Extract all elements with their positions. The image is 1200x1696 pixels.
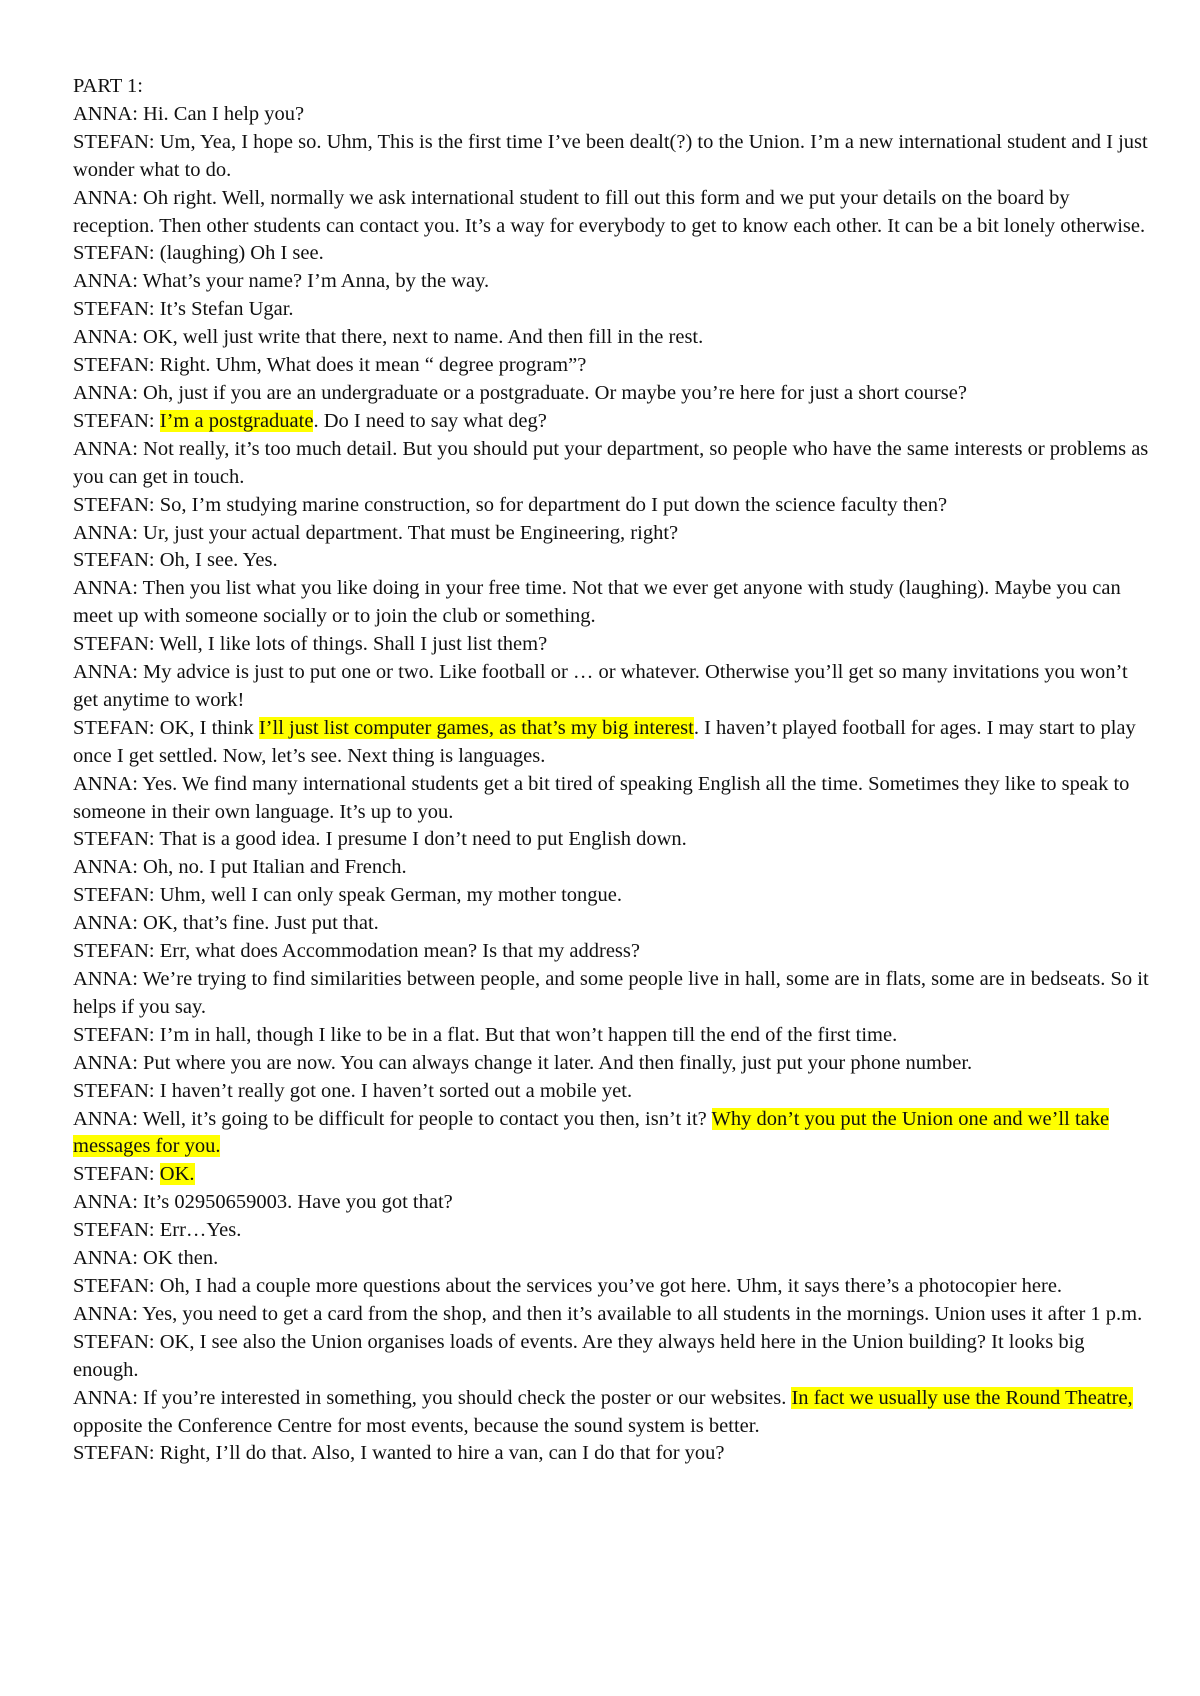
line-text: ANNA: Put where you are now. You can always change it later. And then finally, just put your phone number. [73, 1051, 973, 1074]
line-text: STEFAN: That is a good idea. I presume I don’t need to put English down. [73, 828, 687, 851]
line-text: STEFAN: Right. Uhm, What does it mean “ degree program”? [73, 354, 587, 377]
line-text: STEFAN: OK, I see also the Union organises loads of events. Are they always held here in the Union building? It looks big enough. [73, 1330, 1085, 1381]
transcript-line [73, 826, 1153, 854]
transcript-line [73, 1273, 1153, 1301]
transcript-line [73, 436, 1153, 492]
line-text: STEFAN: OK, I think [73, 716, 259, 739]
line-text: STEFAN: Oh, I had a couple more questions about the services you’ve got here. Uhm, it says there’s a photocopier here. [73, 1274, 1063, 1297]
line-text: ANNA: OK then. [73, 1247, 219, 1270]
line-text: ANNA: My advice is just to put one or two. Like football or … or whatever. Otherwise you’ll get so many invitations you won’t get anytime to work! [73, 661, 1128, 711]
line-text: STEFAN: [73, 409, 160, 432]
transcript-line [73, 1301, 1153, 1329]
transcript-line [73, 882, 1153, 910]
highlighted-text: Why don’t you put the Union one and we’ll take messages for you. [73, 1107, 1110, 1158]
transcript-line [73, 1189, 1153, 1217]
line-text: . I haven’t played football for ages. I may start to play once I get settled. Now, let’s see. Next thing is languages. [73, 716, 1136, 767]
line-text: ANNA: We’re trying to find similarities between people, and some people live in hall, some are in flats, some are in bedseats. So it helps if you say. [73, 968, 1149, 1018]
line-text: STEFAN: Err, what does Accommodation mean? Is that my address? [73, 940, 640, 963]
transcript-line [73, 1106, 1153, 1162]
transcript-line [73, 324, 1153, 352]
transcript-line [73, 966, 1153, 1022]
line-text: ANNA: If you’re interested in something, you should check the poster or our websites. [73, 1386, 792, 1409]
transcript-line [73, 771, 1153, 827]
transcript-line [73, 1329, 1153, 1385]
transcript-line [73, 1385, 1153, 1441]
highlighted-text: I’ll just list computer games, as that’s my big interest [258, 716, 694, 739]
line-text: STEFAN: So, I’m studying marine construction, so for department do I put down the science faculty then? [73, 493, 948, 516]
line-text: ANNA: OK, well just write that there, next to name. And then fill in the rest. [73, 326, 704, 349]
line-text: STEFAN: I’m in hall, though I like to be in a flat. But that won’t happen till the end of the first time. [73, 1023, 898, 1046]
line-text: STEFAN: Uhm, well I can only speak German, my mother tongue. [73, 884, 623, 907]
transcript-line [73, 1022, 1153, 1050]
transcript-line [73, 73, 1153, 101]
line-text: ANNA: Hi. Can I help you? [73, 102, 305, 125]
line-text: ANNA: Oh, no. I put Italian and French. [73, 856, 407, 879]
line-text: ANNA: Not really, it’s too much detail. But you should put your department, so people who have the same interests or problems as you can get in touch. [73, 437, 1149, 488]
transcript-line [73, 240, 1153, 268]
line-text: ANNA: OK, that’s fine. Just put that. [73, 912, 379, 935]
line-text: ANNA: What’s your name? I’m Anna, by the way. [73, 270, 490, 293]
transcript-line [73, 854, 1153, 882]
transcript-line [73, 547, 1153, 575]
line-text: . Do I need to say what deg? [313, 409, 547, 432]
highlighted-text: OK. [159, 1163, 195, 1186]
transcript-line [73, 1050, 1153, 1078]
line-text: STEFAN: Well, I like lots of things. Shall I just list them? [73, 633, 548, 656]
highlighted-text: In fact we usually use the Round Theatre, [791, 1386, 1133, 1409]
transcript-line [73, 575, 1153, 631]
line-text: opposite the Conference Centre for most events, because the sound system is better. [73, 1414, 760, 1437]
transcript-line [73, 659, 1153, 715]
line-text: ANNA: Oh, just if you are an undergraduate or a postgraduate. Or maybe you’re here for just a short course? [73, 381, 967, 404]
line-text: STEFAN: It’s Stefan Ugar. [73, 298, 294, 321]
line-text: ANNA: Yes. We find many international students get a bit tired of speaking English all the time. Sometimes they like to speak to someone in their own language. It’s up to you. [73, 772, 1130, 823]
transcript-line [73, 185, 1153, 241]
transcript-line [73, 715, 1153, 771]
line-text: STEFAN: I haven’t really got one. I haven’t sorted out a mobile yet. [73, 1079, 633, 1102]
line-text: ANNA: Yes, you need to get a card from the shop, and then it’s available to all students in the mornings. Union uses it after 1 p.m. [73, 1302, 1143, 1325]
transcript-line [73, 910, 1153, 938]
highlighted-text: I’m a postgraduate [159, 409, 314, 432]
transcript-page [73, 73, 1153, 1468]
line-text: ANNA: It’s 02950659003. Have you got that? [73, 1191, 453, 1214]
transcript-line [73, 1217, 1153, 1245]
transcript-line [73, 380, 1153, 408]
line-text: ANNA: Then you list what you like doing in your free time. Not that we ever get anyone with study (laughing). Maybe you can meet up with someone socially or to join the club or something. [73, 577, 1121, 628]
line-text: ANNA: Oh right. Well, normally we ask international student to fill out this form and we put your details on the board by reception. Then other students can contact you. It’s a way for everybody to get to know each other. It can be a bit lonely otherwise. [73, 186, 1146, 237]
line-text: ANNA: Ur, just your actual department. That must be Engineering, right? [73, 521, 679, 544]
transcript-line [73, 938, 1153, 966]
transcript-line [73, 1161, 1153, 1189]
transcript-line [73, 492, 1153, 520]
line-text: STEFAN: (laughing) Oh I see. [73, 242, 324, 265]
transcript-line [73, 408, 1153, 436]
line-text: ANNA: Well, it’s going to be difficult for people to contact you then, isn’t it? [73, 1107, 712, 1130]
transcript-line [73, 268, 1153, 296]
transcript-line [73, 296, 1153, 324]
transcript-line [73, 1078, 1153, 1106]
line-text: STEFAN: Right, I’ll do that. Also, I wanted to hire a van, can I do that for you? [73, 1442, 725, 1465]
line-text: PART 1: [73, 75, 143, 97]
line-text: STEFAN: Err…Yes. [73, 1219, 242, 1242]
line-text: STEFAN: [73, 1163, 160, 1186]
transcript-line [73, 631, 1153, 659]
transcript-line [73, 352, 1153, 380]
transcript-line [73, 129, 1153, 185]
transcript-line [73, 101, 1153, 129]
transcript-line [73, 1245, 1153, 1273]
transcript-line [73, 520, 1153, 548]
line-text: STEFAN: Um, Yea, I hope so. Uhm, This is the first time I’ve been dealt(?) to the Union. I’m a new international student and I just wonder what to do. [73, 130, 1148, 181]
line-text: STEFAN: Oh, I see. Yes. [73, 549, 278, 572]
transcript-line [73, 1440, 1153, 1468]
